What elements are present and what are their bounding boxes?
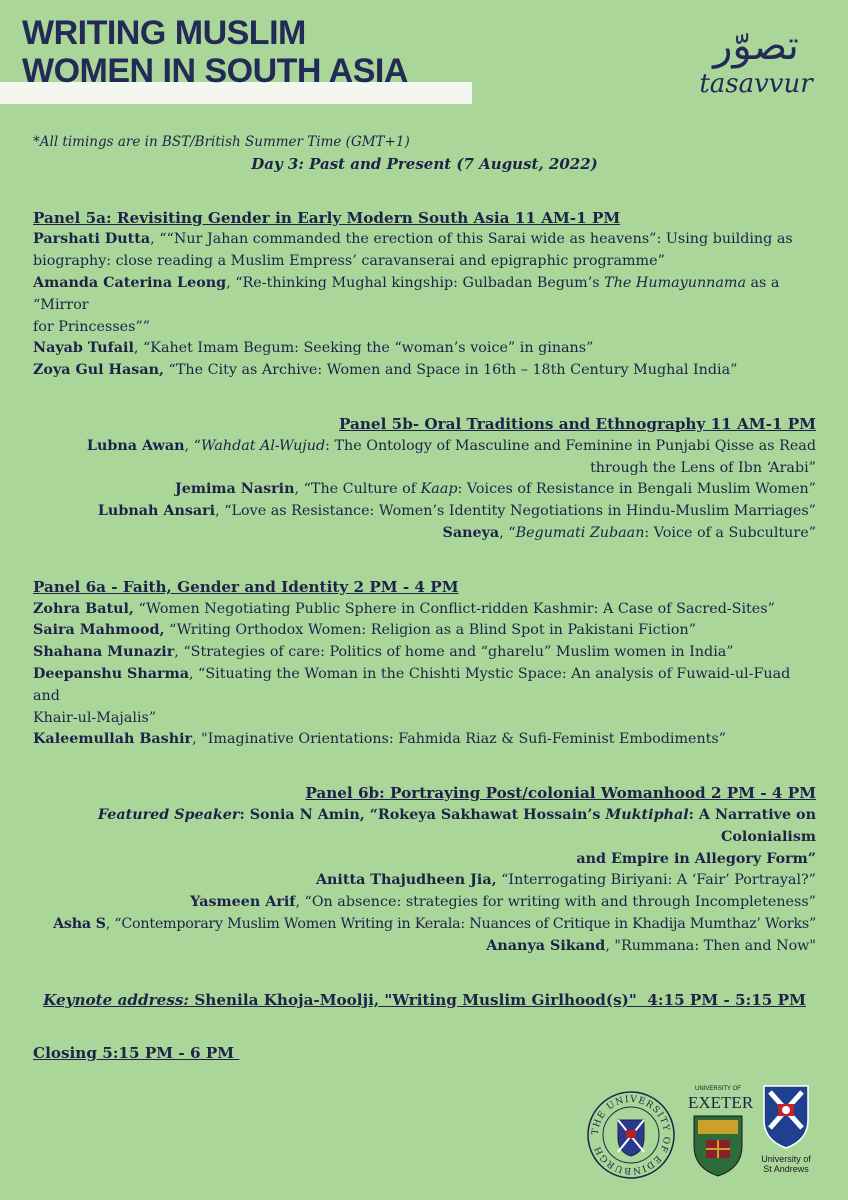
edinburgh-seal-icon bbox=[586, 1090, 676, 1180]
speaker-name: Shahana Munazir bbox=[33, 644, 175, 661]
speaker-name: Jemima Nasrin bbox=[174, 481, 295, 498]
speaker-name: Deepanshu Sharma bbox=[33, 665, 189, 682]
title-line-2: WOMEN IN SOUTH ASIA bbox=[22, 52, 408, 90]
panel-6a-entry-5: Kaleemullah Bashir, "Imaginative Orientations: Fahmida Riaz & Sufi-Feminist Embodiments” bbox=[33, 731, 727, 748]
panel-5b-entry-4: Saneya, “Begumati Zubaan: Voice of a Subculture” bbox=[442, 524, 816, 541]
timing-note: *All timings are in BST/British Summer Time (GMT+1) bbox=[33, 134, 410, 150]
exeter-shield-icon bbox=[688, 1112, 748, 1178]
panel-6a-entry-1: Zohra Batul, “Women Negotiating Public Sphere in Conflict-ridden Kashmir: A Case of Sacred-Sites” bbox=[33, 600, 775, 617]
keynote-label: Keynote address: bbox=[43, 990, 190, 1009]
panel-6a-entry-2: Saira Mahmood, “Writing Orthodox Women: Religion as a Blind Spot in Pakistani Fiction” bbox=[33, 622, 697, 639]
speaker-name: Lubnah Ansari bbox=[97, 503, 216, 520]
speaker-name: Zohra Batul, bbox=[33, 600, 134, 617]
st-andrews-logo: University of St Andrews bbox=[758, 1084, 814, 1184]
panel-5a-entry-1-cont: biography: close reading a Muslim Empress’ caravanserai and epigraphic programme” bbox=[33, 253, 665, 270]
panel-6b-entry-1: Anitta Thajudheen Jia, “Interrogating Biriyani: A ‘Fair’ Portrayal?” bbox=[315, 872, 816, 889]
panel-6b-entry-2: Yasmeen Arif, “On absence: strategies for writing with and through Incompleteness” bbox=[190, 894, 816, 911]
speaker-name: Yasmeen Arif bbox=[190, 894, 296, 911]
panel-5a-heading: Panel 5a: Revisiting Gender in Early Modern South Asia 11 AM-1 PM bbox=[33, 208, 621, 227]
panel-5a-entry-3: Nayab Tufail, “Kahet Imam Begum: Seeking the “woman’s voice” in ginans” bbox=[33, 340, 594, 357]
panel-6b-entry-3: Asha S, “Contemporary Muslim Women Writing in Kerala: Nuances of Critique in Khadija Mumthaz’ Works” bbox=[53, 915, 816, 932]
logo-latin-text: tasavvur bbox=[699, 69, 813, 99]
panel-5b-entry-2: Jemima Nasrin, “The Culture of Kaap: Voices of Resistance in Bengali Muslim Women” bbox=[174, 481, 816, 498]
university-logos bbox=[586, 1084, 826, 1184]
day-title: Day 3: Past and Present (7 August, 2022) bbox=[251, 154, 598, 173]
keynote-address: Keynote address: Shenila Khoja-Moolji, "Writing Muslim Girlhood(s)" 4:15 PM - 5:15 PM bbox=[43, 990, 806, 1009]
closing-session: Closing 5:15 PM - 6 PM bbox=[33, 1044, 240, 1063]
panel-5b-entry-1: Lubna Awan, “Wahdat Al-Wujud: The Ontology of Masculine and Feminine in Punjabi Qisse as Read bbox=[86, 437, 816, 454]
programme-content bbox=[33, 132, 816, 1065]
st-andrews-shield-icon bbox=[762, 1084, 810, 1150]
speaker-name: Amanda Caterina Leong bbox=[33, 274, 227, 291]
edinburgh-seal-text: THE UNIVERSITY OF EDINBURGH bbox=[590, 1094, 672, 1176]
logo-arabic-text: تصوّر bbox=[713, 23, 799, 69]
panel-5b-entry-1-cont: through the Lens of Ibn ‘Arabi” bbox=[590, 459, 816, 476]
panel-6a-heading: Panel 6a - Faith, Gender and Identity 2 PM - 4 PM bbox=[33, 577, 459, 596]
speaker-name: Anitta Thajudheen Jia, bbox=[315, 872, 497, 889]
panel-5b-entry-3: Lubnah Ansari, “Love as Resistance: Women’s Identity Negotiations in Hindu-Muslim Marriages” bbox=[97, 503, 816, 520]
panel-5a-entry-2: Amanda Caterina Leong, “Re-thinking Mughal kingship: Gulbadan Begum’s The Humayunnama as a “Mirror bbox=[33, 274, 780, 313]
speaker-name: Nayab Tufail bbox=[33, 340, 134, 357]
speaker-name: Asha S bbox=[53, 915, 106, 932]
speaker-name: Parshati Dutta bbox=[33, 231, 151, 248]
panel-5a-entry-2-cont: for Princesses”” bbox=[33, 318, 151, 335]
panel-6b-featured-cont: and Empire in Allegory Form” bbox=[576, 850, 816, 867]
featured-label: Featured Speaker bbox=[97, 806, 240, 823]
speaker-name: Saira Mahmood, bbox=[33, 622, 165, 639]
paper-title: , ““Nur Jahan commanded the erection of this Sarai wide as heavens”: Using building as bbox=[150, 231, 793, 248]
speaker-name: Saneya bbox=[442, 524, 500, 541]
panel-6b-heading: Panel 6b: Portraying Post/colonial Womanhood 2 PM - 4 PM bbox=[305, 784, 816, 803]
speaker-name: Lubna Awan bbox=[86, 437, 185, 454]
panel-6a-entry-4: Deepanshu Sharma, “Situating the Woman in the Chishti Mystic Space: An analysis of Fuwaid-ul-Fuad and bbox=[33, 665, 791, 704]
speaker-name: Kaleemullah Bashir bbox=[33, 731, 193, 748]
poster-title bbox=[22, 14, 408, 90]
panel-6a-entry-4-cont: Khair-ul-Majalis” bbox=[33, 709, 157, 726]
title-line-1: WRITING MUSLIM bbox=[22, 14, 306, 52]
panel-5a-entry-4: Zoya Gul Hasan, “The City as Archive: Women and Space in 16th – 18th Century Mughal India” bbox=[33, 362, 738, 379]
panel-6b-entry-4: Ananya Sikand, "Rummana: Then and Now" bbox=[486, 937, 816, 954]
tasavvur-logo bbox=[696, 22, 816, 98]
panel-6b-featured: Featured Speaker: Sonia N Amin, “Rokeya Sakhawat Hossain’s Muktiphal: A Narrative on Colonialism bbox=[97, 806, 816, 845]
panel-6a-entry-3: Shahana Munazir, “Strategies of care: Politics of home and “gharelu” Muslim women in India” bbox=[33, 644, 734, 661]
speaker-name: Zoya Gul Hasan, bbox=[33, 362, 164, 379]
speaker-name: Ananya Sikand bbox=[486, 937, 606, 954]
panel-5a-entry-1 bbox=[33, 229, 816, 251]
panel-5b-heading: Panel 5b- Oral Traditions and Ethnography 11 AM-1 PM bbox=[339, 414, 816, 433]
exeter-logo: UNIVERSITY OF EXETER bbox=[688, 1084, 748, 1180]
